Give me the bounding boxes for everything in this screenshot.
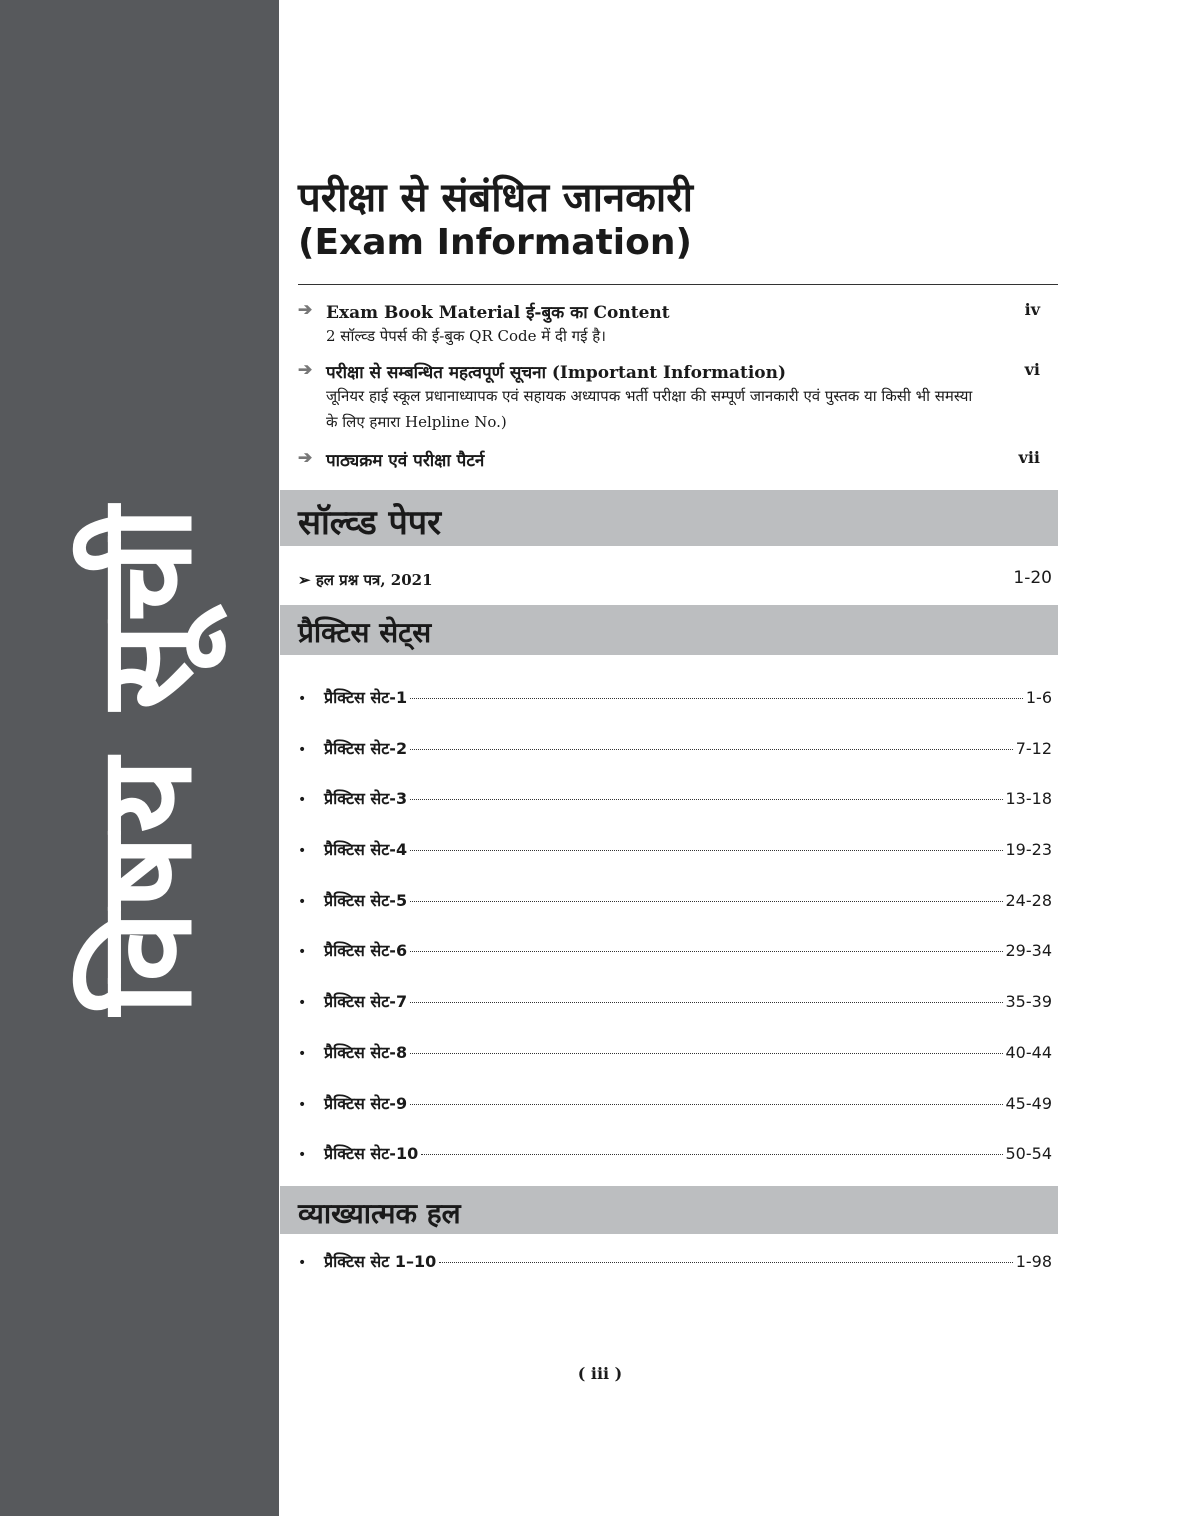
info-page: iv	[1024, 300, 1040, 319]
bullet-icon: •	[298, 944, 307, 961]
leader-dots	[410, 799, 1002, 800]
section-band-solved-paper	[280, 490, 1058, 546]
info-heading: परीक्षा से सम्बन्धित महत्वपूर्ण सूचना (Important Information)	[326, 363, 787, 383]
info-item-important-information	[298, 360, 1058, 435]
leader-dots	[410, 1002, 1002, 1003]
entry-page: 35-39	[1005, 992, 1052, 1012]
info-item-syllabus	[298, 448, 1058, 471]
bullet-icon: •	[298, 792, 307, 809]
entry-label: प्रैक्टिस सेट-8	[324, 1042, 408, 1062]
leader-dots	[421, 1154, 1002, 1155]
page-number: ( iii )	[577, 1364, 623, 1383]
leader-dots	[410, 1053, 1002, 1054]
practice-set-list	[298, 686, 1052, 1193]
section-band-explained-solutions	[280, 1186, 1058, 1234]
list-item	[298, 1092, 1052, 1143]
entry-label: प्रैक्टिस सेट-6	[324, 941, 408, 961]
entry-label: प्रैक्टिस सेट-1	[324, 688, 408, 707]
entry-page: 29-34	[1005, 941, 1052, 961]
entry-label: प्रैक्टिस सेट-5	[324, 890, 408, 910]
list-item	[298, 838, 1052, 889]
entry-label: प्रैक्टिस सेट 1–10	[324, 1252, 437, 1271]
entry-page: 13-18	[1005, 789, 1052, 809]
entry-page: 40-44	[1005, 1042, 1052, 1062]
leader-dots	[410, 1104, 1002, 1105]
info-subtext: जूनियर हाई स्कूल प्रधानाध्यापक एवं सहायक अध्यापक भर्ती परीक्षा की सम्पूर्ण जानकारी एवं पुस्तक या किसी भी समस्या के लिए हमारा Helpline No.)	[326, 387, 973, 431]
info-heading: पाठ्यक्रम एवं परीक्षा पैटर्न	[326, 451, 485, 471]
section-title: प्रैक्टिस सेट्स	[298, 616, 432, 649]
leader-dots	[410, 850, 1002, 851]
list-item	[298, 1041, 1052, 1092]
leader-dots	[410, 951, 1002, 952]
info-page: vi	[1024, 360, 1040, 379]
page-footer	[0, 1364, 1200, 1383]
entry-label: प्रैक्टिस सेट-3	[324, 789, 408, 809]
bullet-icon: •	[298, 741, 307, 758]
entry-label: प्रैक्टिस सेट-10	[324, 1144, 419, 1164]
entry-page: 1-20	[1013, 568, 1052, 588]
entry-page: 1-6	[1025, 688, 1052, 707]
entry-page: 19-23	[1005, 840, 1052, 860]
info-item-exam-material	[298, 300, 1058, 349]
entry-label: हल प्रश्न पत्र, 2021	[315, 571, 433, 589]
arrow-icon: ➔	[298, 300, 313, 320]
arrow-icon: ➔	[298, 448, 313, 468]
list-item	[298, 686, 1052, 737]
info-subtext: 2 सॉल्व्ड पेपर्स की ई-बुक QR Code में दी गई है।	[326, 327, 606, 345]
info-page: vii	[1018, 448, 1040, 467]
entry-label: प्रैक्टिस सेट-9	[324, 1093, 408, 1113]
entry-page: 45-49	[1005, 1093, 1052, 1113]
leader-dots	[439, 1262, 1012, 1263]
section-title: सॉल्व्ड पेपर	[298, 503, 442, 543]
entry-page: 1-98	[1015, 1252, 1052, 1271]
solved-paper-entry	[298, 568, 1052, 592]
bullet-icon: •	[298, 691, 307, 707]
list-item	[298, 889, 1052, 940]
info-heading: Exam Book Material ई-बुक का Content	[326, 303, 670, 323]
list-item	[298, 939, 1052, 990]
leader-dots	[410, 698, 1023, 699]
list-item	[298, 787, 1052, 838]
side-title: विषय सूची	[71, 504, 221, 1016]
bullet-icon: •	[298, 1096, 307, 1113]
arrow-icon: ➔	[298, 360, 313, 380]
page-title-hindi: परीक्षा से संबंधित जानकारी	[298, 175, 693, 221]
entry-page: 7-12	[1015, 738, 1052, 758]
marker-icon: ➢	[298, 571, 311, 589]
entry-page: 50-54	[1005, 1144, 1052, 1164]
entry-label: प्रैक्टिस सेट-4	[324, 840, 408, 860]
entry-label: प्रैक्टिस सेट-2	[324, 738, 408, 758]
entry-page: 24-28	[1005, 890, 1052, 910]
list-item	[298, 737, 1052, 788]
list-item	[298, 1250, 1052, 1301]
leader-dots	[410, 901, 1002, 902]
title-divider	[298, 284, 1058, 285]
bullet-icon: •	[298, 893, 307, 910]
section-title: व्याख्यात्मक हल	[298, 1197, 461, 1230]
bullet-icon: •	[298, 995, 307, 1012]
entry-label: प्रैक्टिस सेट-7	[324, 992, 408, 1012]
bullet-icon: •	[298, 1147, 307, 1164]
bullet-icon: •	[298, 1045, 307, 1062]
bullet-icon: •	[298, 843, 307, 860]
side-band	[0, 0, 279, 1516]
list-item	[298, 990, 1052, 1041]
section-band-practice-sets	[280, 605, 1058, 655]
explained-solutions-entry	[298, 1250, 1052, 1301]
bullet-icon: •	[298, 1255, 307, 1271]
leader-dots	[410, 749, 1013, 750]
page-title-english: (Exam Information)	[298, 222, 692, 263]
